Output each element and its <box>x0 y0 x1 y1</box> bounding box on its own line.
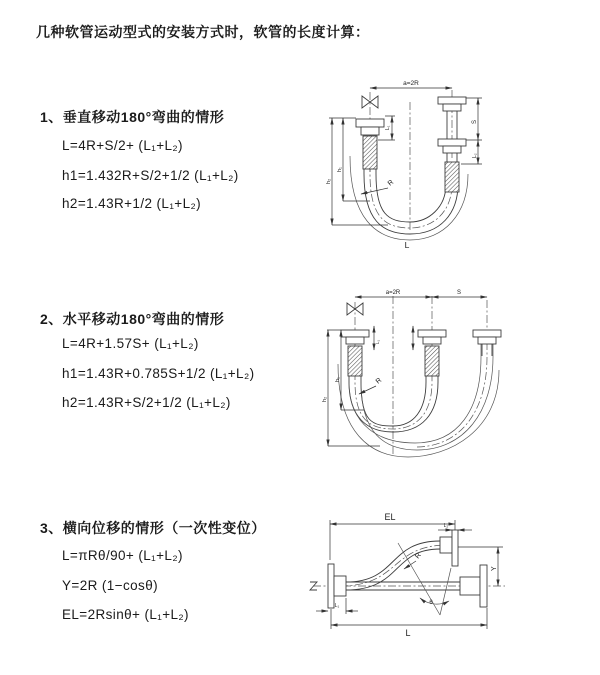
diagram-horizontal-180-bend <box>300 282 595 462</box>
dim-label-s: S <box>472 119 478 124</box>
braid-middle <box>425 346 439 376</box>
dim-label-width: a=2R <box>385 290 401 296</box>
dim-r <box>361 179 395 194</box>
dim-label-y: Y <box>491 566 498 571</box>
dim-label-width: a=2R <box>403 80 419 87</box>
section-3-heading: 3、横向位移的情形（一次性变位） <box>40 520 266 536</box>
dim-label-l2: L₂ <box>443 523 449 529</box>
diagram-lateral-displacement <box>300 505 600 650</box>
moved-hose-outer <box>349 344 481 443</box>
right-connector <box>460 577 480 595</box>
section-2-formula-h2: h2=1.43R+S/2+1/2 (L₁+L₂) <box>62 395 231 410</box>
hose-inner-wall <box>376 136 446 222</box>
dim-label-h2: h₂ <box>326 178 332 184</box>
dim-label-l2: L₂ <box>472 153 478 158</box>
fitting-right <box>473 330 501 356</box>
diagram-vertical-180-bend <box>300 72 595 258</box>
left-connector <box>334 576 346 596</box>
section-1-formula-L: L=4R+S/2+ (L₁+L₂) <box>62 138 183 153</box>
dim-r <box>404 552 423 569</box>
section-3-formula-EL: EL=2Rsinθ+ (L₁+L₂) <box>62 607 189 622</box>
dim-label-h2: h₂ <box>322 396 328 402</box>
section-2-formula-h1: h1=1.43R+0.785S+1/2 (L₁+L₂) <box>62 366 255 381</box>
dim-el <box>330 512 455 560</box>
dim-label-theta: θ <box>429 600 433 606</box>
dim-label-r: R <box>414 551 423 561</box>
hose-original-position <box>346 565 487 607</box>
fitting-left <box>328 564 346 608</box>
hose-centerline <box>370 134 452 228</box>
page-title: 几种软管运动型式的安装方式时，软管的长度计算： <box>36 24 370 40</box>
dim-label-h1: h₁ <box>337 167 343 172</box>
upper-flange <box>452 530 458 566</box>
braid-right <box>445 162 459 192</box>
dim-label-el: EL <box>384 512 396 522</box>
braid-left <box>348 346 362 376</box>
section-2-heading: 2、水平移动180°弯曲的情形 <box>40 311 225 327</box>
dim-label-l: L <box>404 240 410 250</box>
fitting-left <box>356 119 384 135</box>
upper-connector <box>440 537 452 553</box>
fitting-right-lower <box>438 139 466 162</box>
section-1-formula-h2: h2=1.43R+1/2 (L₁+L₂) <box>62 196 202 211</box>
fitting-right-upper <box>438 97 466 139</box>
dim-l <box>331 608 487 638</box>
hose-inner-wall <box>361 346 426 426</box>
dim-width <box>370 80 452 88</box>
dim-s <box>432 290 487 297</box>
section-3-formula-Y: Y=2R (1−cosθ) <box>62 578 158 593</box>
braid-left <box>363 136 377 169</box>
dim-label-h1: h₁ <box>335 377 341 382</box>
section-3-formula-L: L=πRθ/90+ (L₁+L₂) <box>62 548 183 563</box>
curve-hose-top-wall <box>346 541 440 582</box>
dim-label-r: R <box>374 376 384 386</box>
dim-theta <box>398 543 451 615</box>
dim-label-l1: L₁ <box>334 603 340 609</box>
dim-label-r: R <box>386 178 396 188</box>
right-flange <box>480 565 487 607</box>
fitting-middle <box>418 330 446 344</box>
hose-displaced-position <box>340 530 458 590</box>
dim-label-l: L <box>405 628 411 638</box>
section-1-heading: 1、垂直移动180°弯曲的情形 <box>40 109 225 125</box>
section-2-formula-L: L=4R+1.57S+ (L₁+L₂) <box>62 336 199 351</box>
dim-label-l1: L₁ <box>375 339 380 344</box>
section-1-formula-h1: h1=1.432R+S/2+1/2 (L₁+L₂) <box>62 168 239 183</box>
left-flange <box>328 564 334 608</box>
fitting-left <box>341 330 369 344</box>
dim-r <box>359 377 383 394</box>
curve-hose-centerline <box>340 545 448 586</box>
dim-label-l1: L₁ <box>385 125 391 130</box>
dim-s-l2 <box>461 98 482 164</box>
dim-width <box>355 290 432 297</box>
dim-label-s: S <box>456 290 462 296</box>
dim-l1 <box>374 326 413 350</box>
dim-l1 <box>316 598 358 614</box>
